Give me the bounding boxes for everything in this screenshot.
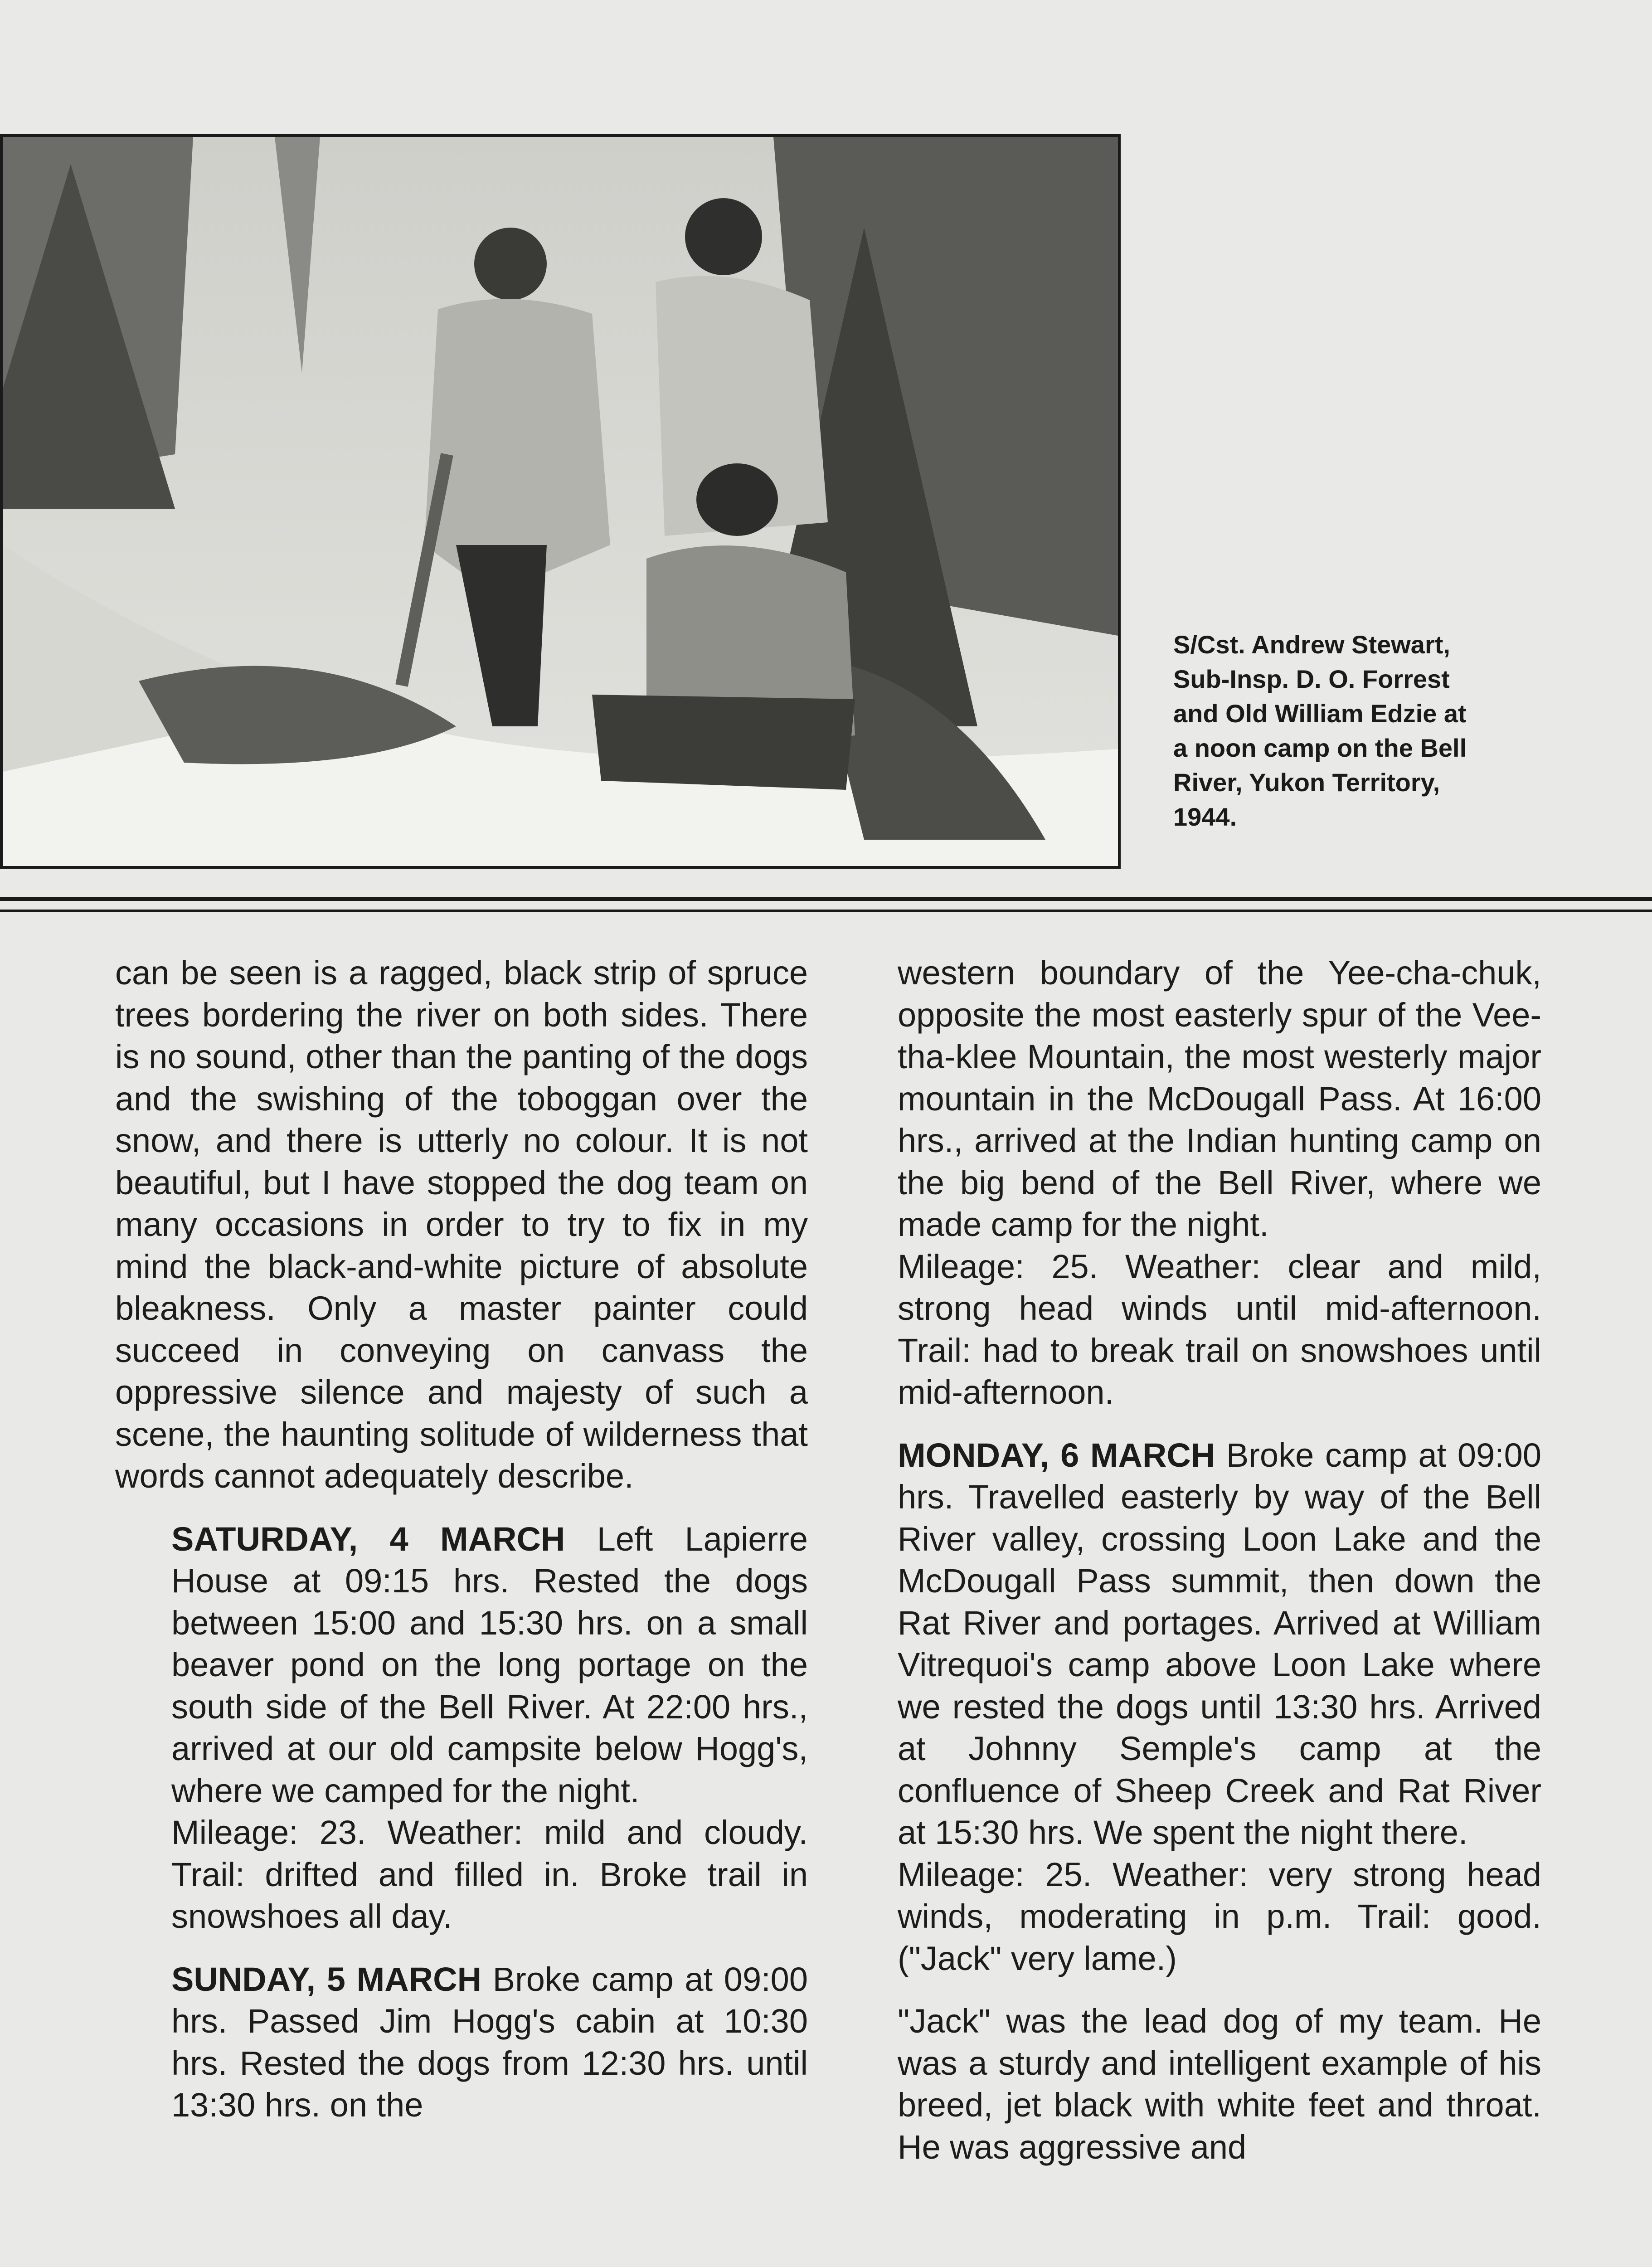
photo-caption: S/Cst. Andrew Stewart, Sub-Insp. D. O. Forrest and Old William Edzie at a noon camp on the Bell River, Yukon Territory, 1944. <box>1173 630 1467 831</box>
intro-paragraph: can be seen is a ragged, black strip of spruce trees bordering the river on both sides. There is no sound, other than the panting of the dogs and the swishing of the toboggan over the snow, and there is utterly no colour. It is not beautiful, but I have stopped the dog team on many occasions in order to try to fix in my mind the black-and-white picture of absolute bleakness. Only a master painter could succeed in conveying on canvass the oppressive silence and majesty of such a scene, the haunting solitude of wilderness that words cannot adequately describe. <box>115 954 808 1495</box>
monday-text: Broke camp at 09:00 hrs. Travelled easterly by way of the Bell River valley, crossing Loon Lake and the McDougall Pass summit, then down the Rat River and portages. Arrived at William Vitrequoi's camp above Loon Lake where we rested the dogs until 13:30 hrs. Arrived at Johnny Semple's camp at the confluence of Sheep Creek and Rat River at 15:30 hrs. We spent the night there. <box>898 1436 1541 1851</box>
monday-heading: MONDAY, 6 MARCH <box>898 1436 1215 1474</box>
winter-camp-photograph <box>0 134 1121 869</box>
jack-paragraph: "Jack" was the lead dog of my team. He was a sturdy and intelligent example of his breed, jet black with white feet and throat. He was aggressive and <box>898 2002 1541 2166</box>
sunday-heading: SUNDAY, 5 MARCH <box>171 1960 482 1998</box>
saturday-heading: SATURDAY, 4 MARCH <box>171 1520 565 1558</box>
divider-rule-thick <box>0 897 1652 901</box>
continuation-paragraph: western boundary of the Yee-cha-chuk, opposite the most easterly spur of the Vee-tha-klee Mountain, the most westerly major mountain in the McDougall Pass. At 16:00 hrs., arrived at the Indian hunting camp on the big bend of the Bell River, where we made camp for the night. <box>898 954 1541 1243</box>
photo-illustration <box>3 137 1118 866</box>
continuation-log: Mileage: 25. Weather: clear and mild, strong head winds until mid-afternoon. Trail: had to break trail on snowshoes until mid-afternoon. <box>898 1247 1541 1411</box>
saturday-text: Left Lapierre House at 09:15 hrs. Rested the dogs between 15:00 and 15:30 hrs. on a small beaver pond on the long portage on the south side of the Bell River. At 22:00 hrs., arrived at our old campsite below Hogg's, where we camped for the night. <box>171 1520 808 1810</box>
saturday-log: Mileage: 23. Weather: mild and cloudy. Trail: drifted and filled in. Broke trail in snowshoes all day. <box>171 1814 808 1935</box>
saturday-entry <box>115 1518 808 1812</box>
divider-rule-thin <box>0 910 1652 912</box>
sunday-entry <box>115 1959 808 2126</box>
left-column <box>115 952 808 2126</box>
right-column <box>898 952 1541 2168</box>
sunday-text: Broke camp at 09:00 hrs. Passed Jim Hogg's cabin at 10:30 hrs. Rested the dogs from 12:30 hrs. until 13:30 hrs. on the <box>171 1960 808 2124</box>
monday-entry <box>898 1435 1541 1854</box>
monday-log: Mileage: 25. Weather: very strong head winds, moderating in p.m. Trail: good. ("Jack" very lame.) <box>898 1855 1541 1977</box>
